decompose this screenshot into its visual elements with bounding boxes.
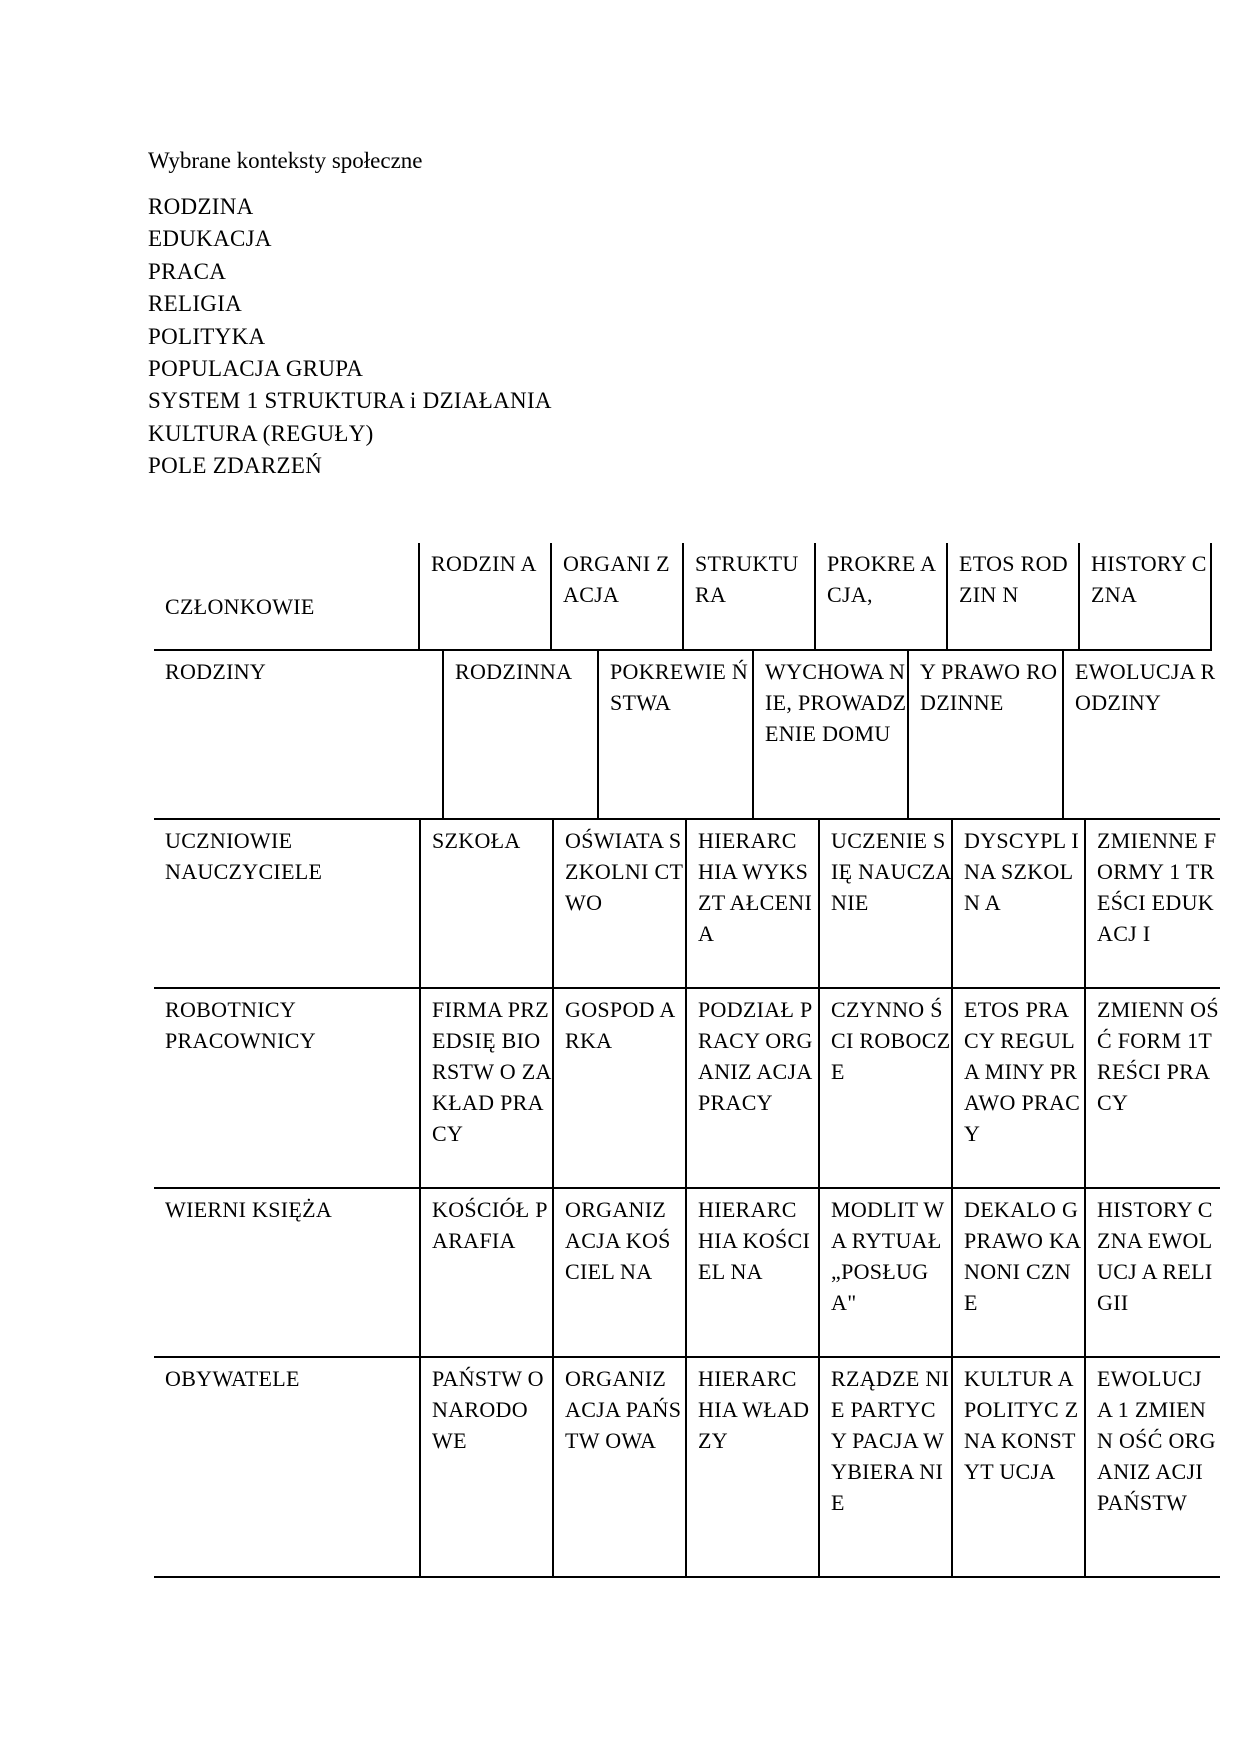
table-cell: HISTORY CZNA EWOLUCJ A RELIGII (1097, 1197, 1213, 1315)
row-label: WIERNI KSIĘŻA (165, 1197, 333, 1222)
table-row (154, 989, 1220, 1187)
table-header-row (154, 543, 1212, 649)
table-cell: MODLIT WA RYTUAŁ „POSŁUG A" (831, 1197, 945, 1315)
table-cell: HIERARC HIA WŁADZY (698, 1366, 810, 1453)
table-cell: SZKOŁA (432, 828, 521, 853)
table-rule (154, 1576, 1220, 1578)
context-item: RODZINA (148, 194, 254, 219)
table-row-family (154, 651, 1220, 818)
table-cell: FIRMA PRZEDSIĘ BIORSTW O ZAKŁAD PRACY (432, 997, 552, 1146)
row-label: OBYWATELE (165, 1366, 300, 1391)
header-cell: ETOS RODZIN N (959, 551, 1068, 607)
table-cell: HIERARC HIA KOŚCIEL NA (698, 1197, 811, 1284)
header-cell: PROKRE ACJA, (827, 551, 937, 607)
context-item: POLITYKA (148, 323, 266, 349)
table-row (154, 1189, 1220, 1356)
table-cell: PAŃSTW O NARODO WE (432, 1366, 544, 1453)
document-title: Wybrane konteksty społeczne (148, 148, 423, 173)
header-cell: RODZIN A (431, 551, 537, 576)
header-cell: ORGANI ZACJA (563, 551, 670, 607)
table-cell: CZYNNO ŚCI ROBOCZ E (831, 997, 951, 1084)
table-cell: KOŚCIÓŁ PARAFIA (432, 1197, 548, 1253)
table-cell: ORGANIZ ACJA PAŃSTW OWA (565, 1366, 682, 1453)
table-cell: ORGANIZ ACJA KOŚCIEL NA (565, 1197, 671, 1284)
table-cell: ZMIENNE FORMY 1 TREŚCI EDUKACJ I (1097, 828, 1217, 946)
context-item: KULTURA (REGUŁY) (148, 420, 374, 446)
header-cell-members: CZŁONKOWIE (165, 594, 315, 619)
table-cell: UCZENIE SIĘ NAUCZA NIE (831, 828, 951, 915)
row-label: ROBOTNICY PRACOWNICY (165, 997, 316, 1053)
context-item: PRACA (148, 258, 227, 284)
context-item: EDUKACJA (148, 226, 272, 252)
header-cell: STRUKTU RA (695, 551, 799, 607)
table-cell: RZĄDZE NIE PARTYCY PACJA WYBIERA NIE (831, 1366, 950, 1515)
table-cell: ETOS PRACY REGULA MINY PRAWO PRACY (964, 997, 1081, 1146)
table-cell: EWOLUCJ A 1 ZMIENN OŚĆ ORGANIZ ACJI PAŃSTW (1097, 1366, 1216, 1515)
table-row (154, 1358, 1220, 1576)
table-cell: WYCHOWA NIE, PROWADZ ENIE DOMU (765, 659, 907, 746)
table-row (154, 820, 1220, 987)
table-cell: GOSPOD ARKA (565, 997, 676, 1053)
table-cell: RODZINNA (455, 659, 573, 684)
header-cell: HISTORY CZNA (1091, 551, 1207, 607)
table-cell: PODZIAŁ PRACY ORGANIZ ACJA PRACY (698, 997, 813, 1115)
table-cell: DEKALO G PRAWO KANONI CZNE (964, 1197, 1082, 1315)
table-cell: KULTUR A POLITYC ZNA KONSTYT UCJA (964, 1366, 1079, 1484)
context-item: POPULACJA GRUPA (148, 356, 364, 382)
table-cell: OŚWIATA SZKOLNI CTWO (565, 828, 684, 915)
table-cell: ZMIENN OŚĆ FORM 1TREŚCI PRACY (1097, 997, 1219, 1115)
context-item: RELIGIA (148, 291, 243, 317)
context-item: SYSTEM 1 STRUKTURA i DZIAŁANIA (148, 388, 552, 414)
context-item: POLE ZDARZEŃ (148, 453, 323, 479)
table-cell: HIERARC HIA WYKSZT AŁCENIA (698, 828, 813, 946)
table-cell: EWOLUCJA RODZINY (1075, 659, 1216, 715)
context-list (148, 191, 552, 483)
row-label: UCZNIOWIE NAUCZYCIELE (165, 828, 323, 884)
row-label: RODZINY (165, 659, 267, 684)
table-cell: POKREWIE ŃSTWA (610, 659, 749, 715)
table-cell: Y PRAWO RODZINNE (920, 659, 1058, 715)
table-cell: DYSCYPL INA SZKOLN A (964, 828, 1079, 915)
